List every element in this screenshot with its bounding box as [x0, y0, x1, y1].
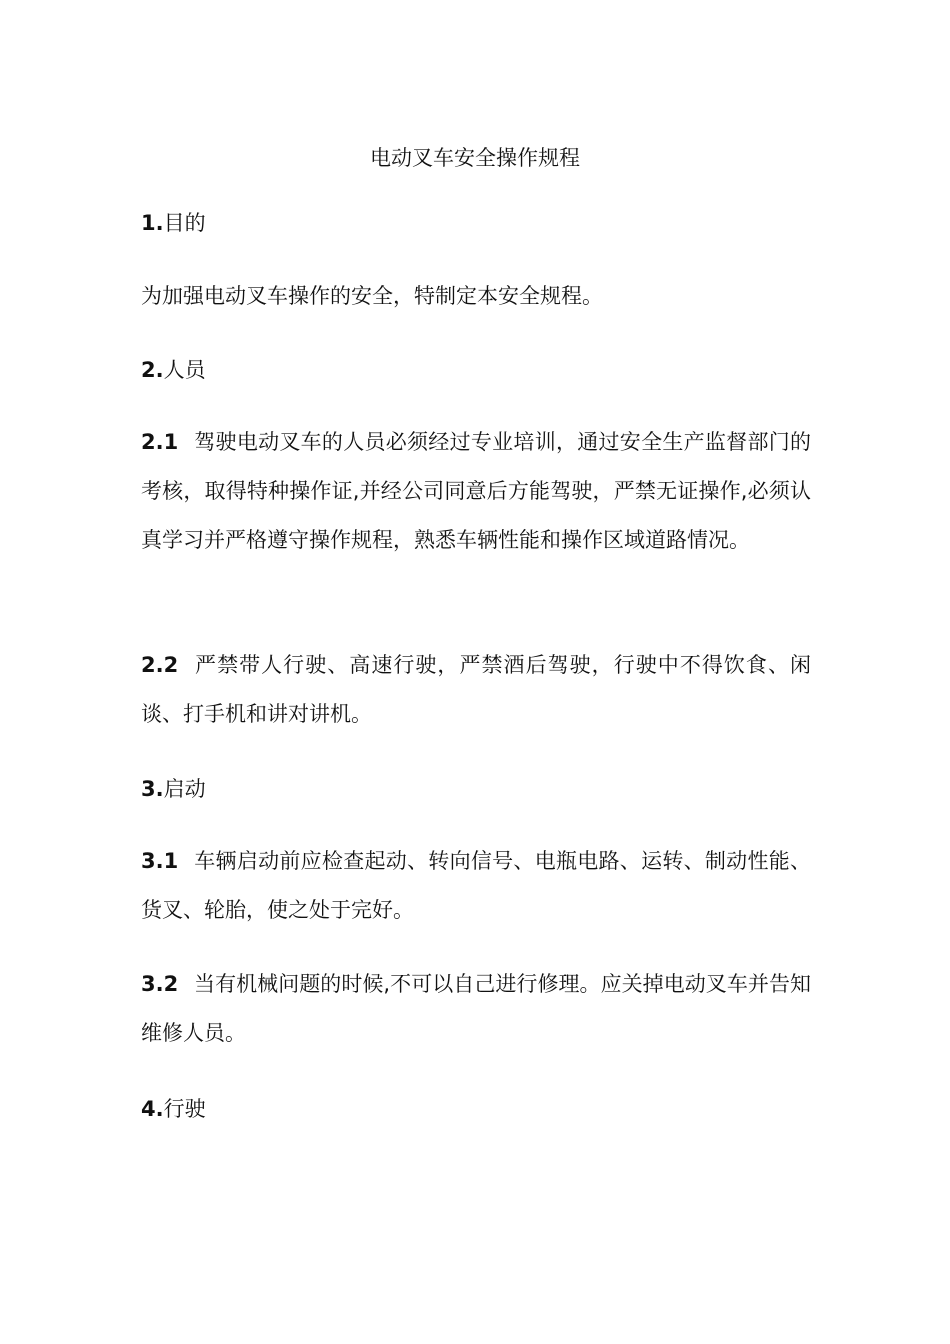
clause-2-1	[141, 418, 811, 565]
clause-number: 3.2	[141, 972, 179, 996]
section-heading-4	[141, 1094, 206, 1124]
section-heading-1	[141, 208, 206, 238]
clause-number: 2.1	[141, 430, 179, 454]
clause-2-2	[141, 641, 811, 739]
clause-text: 车辆启动前应检查起动、转向信号、电瓶电路、运转、制动性能、货叉、轮胎，使之处于完好。	[141, 849, 811, 922]
section-number: 4.	[141, 1097, 164, 1121]
clause-number: 2.2	[141, 653, 179, 677]
clause-3-2	[141, 960, 811, 1058]
section-heading-2	[141, 355, 206, 385]
clause-text: 严禁带人行驶、高速行驶，严禁酒后驾驶，行驶中不得饮食、闲谈、打手机和讲对讲机。	[141, 653, 811, 726]
section-number: 2.	[141, 358, 164, 382]
section-title: 目的	[163, 211, 206, 235]
document-title: 电动叉车安全操作规程	[370, 146, 580, 170]
section-title: 行驶	[163, 1097, 206, 1121]
section-heading-3	[141, 774, 206, 804]
section-number: 3.	[141, 777, 164, 801]
section-number: 1.	[141, 211, 164, 235]
section-title: 启动	[163, 777, 206, 801]
clause-text: 当有机械问题的时候,不可以自己进行修理。应关掉电动叉车并告知维修人员。	[141, 972, 811, 1045]
section-1-body: 为加强电动叉车操作的安全，特制定本安全规程。	[141, 284, 603, 308]
clause-text: 驾驶电动叉车的人员必须经过专业培训，通过安全生产监督部门的考核，取得特种操作证,并经公司同意后方能驾驶，严禁无证操作,必须认真学习并严格遵守操作规程，熟悉车辆性能和操作区域道路情况。	[141, 430, 811, 552]
section-title: 人员	[163, 358, 206, 382]
clause-3-1	[141, 837, 811, 935]
clause-number: 3.1	[141, 849, 179, 873]
